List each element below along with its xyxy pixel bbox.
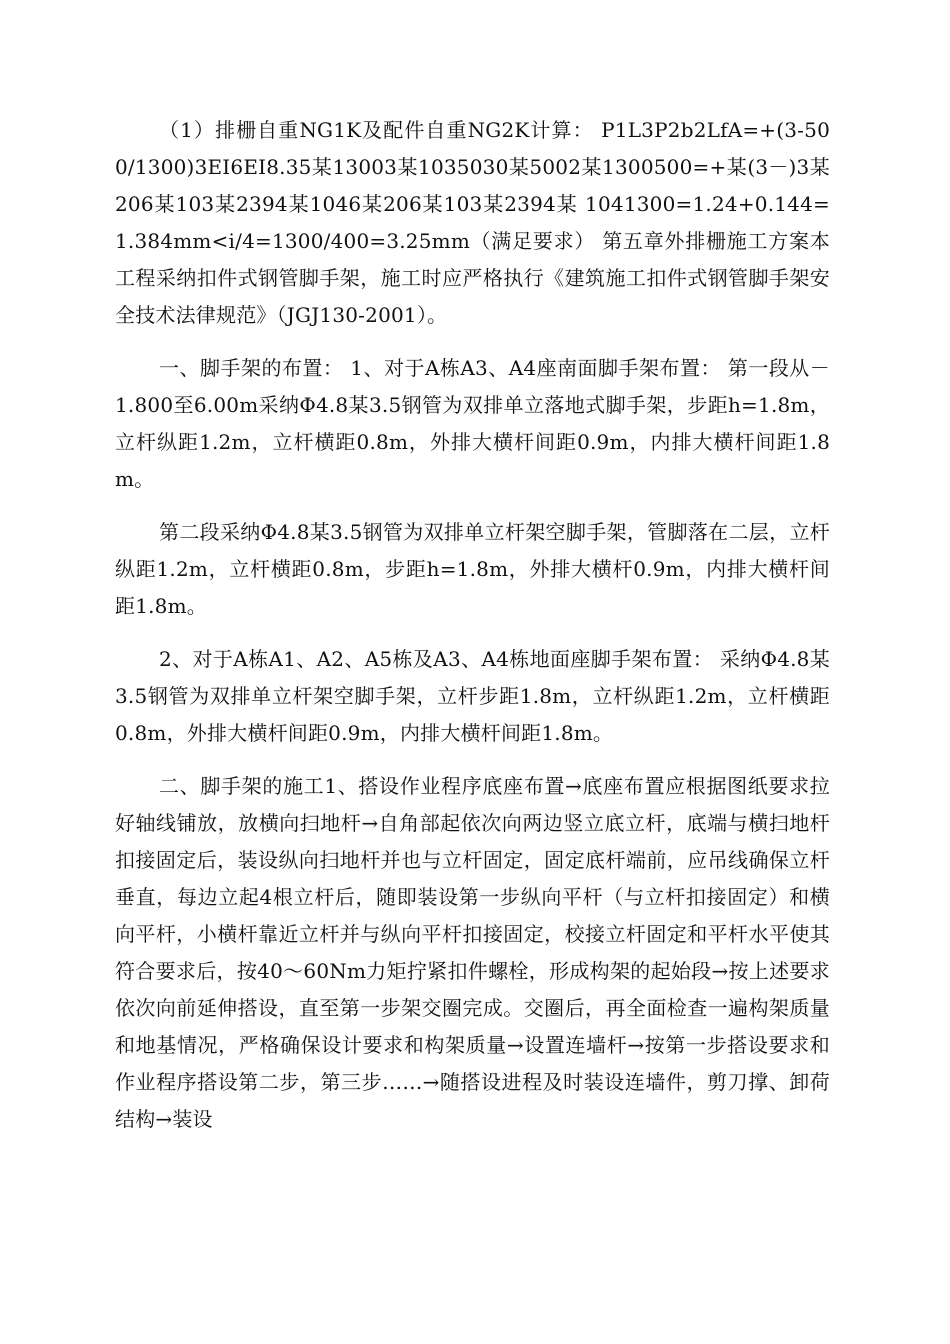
paragraph-load-calculation: （1）排栅自重NG1K及配件自重NG2K计算： P1L3P2b2LfA=+(3-500/1300)3EI6EI8.35某13003某1035030某5002某1300500=+某(3－)3某206某103某2394某1046某206某103某2394某 1041300=1.24+0.144=1.384mm<i/4=1300/400=3.25mm（满足要求） 第五章外排栅施工方案本工程采纳扣件式钢管脚手架，施工时应严格执行《建筑施工扣件式钢管脚手架安全技术法律规范》（JGJ130-2001）。 — [115, 118, 830, 327]
paragraph-scaffold-layout-a3-a4: 一、脚手架的布置： 1、对于A栋A3、A4座南面脚手架布置： 第一段从－1.800至6.00m采纳Φ4.8某3.5钢管为双排单立落地式脚手架，步距h=1.8m，立杆纵距1.2m，立杆横距0.8m，外排大横杆间距0.9m，内排大横杆间距1.8m。 — [115, 356, 830, 491]
paragraph-scaffold-layout-a1-a2-a5: 2、对于A栋A1、A2、A5栋及A3、A4栋地面座脚手架布置： 采纳Φ4.8某3.5钢管为双排单立杆架空脚手架，立杆步距1.8m，立杆纵距1.2m，立杆横距0.8m，外排大横杆间距0.9m，内排大横杆间距1.8m。 — [115, 647, 830, 745]
paragraph-second-section: 第二段采纳Φ4.8某3.5钢管为双排单立杆架空脚手架，管脚落在二层，立杆纵距1.2m，立杆横距0.8m，步距h=1.8m，外排大横杆0.9m，内排大横杆间距1.8m。 — [115, 520, 830, 618]
document-page — [115, 112, 830, 1154]
paragraph-scaffold-construction: 二、脚手架的施工1、搭设作业程序底座布置→底座布置应根据图纸要求拉好轴线铺放，放横向扫地杆→自角部起依次向两边竖立底立杆，底端与横扫地杆扣接固定后，装设纵向扫地杆并也与立杆固定，固定底杆端前，应吊线确保立杆垂直，每边立起4根立杆后，随即装设第一步纵向平杆（与立杆扣接固定）和横向平杆，小横杆靠近立杆并与纵向平杆扣接固定，校接立杆固定和平杆水平使其符合要求后，按40～60Nm力矩拧紧扣件螺栓，形成构架的起始段→按上述要求依次向前延伸搭设，直至第一步架交圈完成。交圈后，再全面检查一遍构架质量和地基情况，严格确保设计要求和构架质量→设置连墙杆→按第一步搭设要求和作业程序搭设第二步，第三步……→随搭设进程及时装设连墙件，剪刀撑、卸荷结构→装设 — [115, 774, 830, 1131]
